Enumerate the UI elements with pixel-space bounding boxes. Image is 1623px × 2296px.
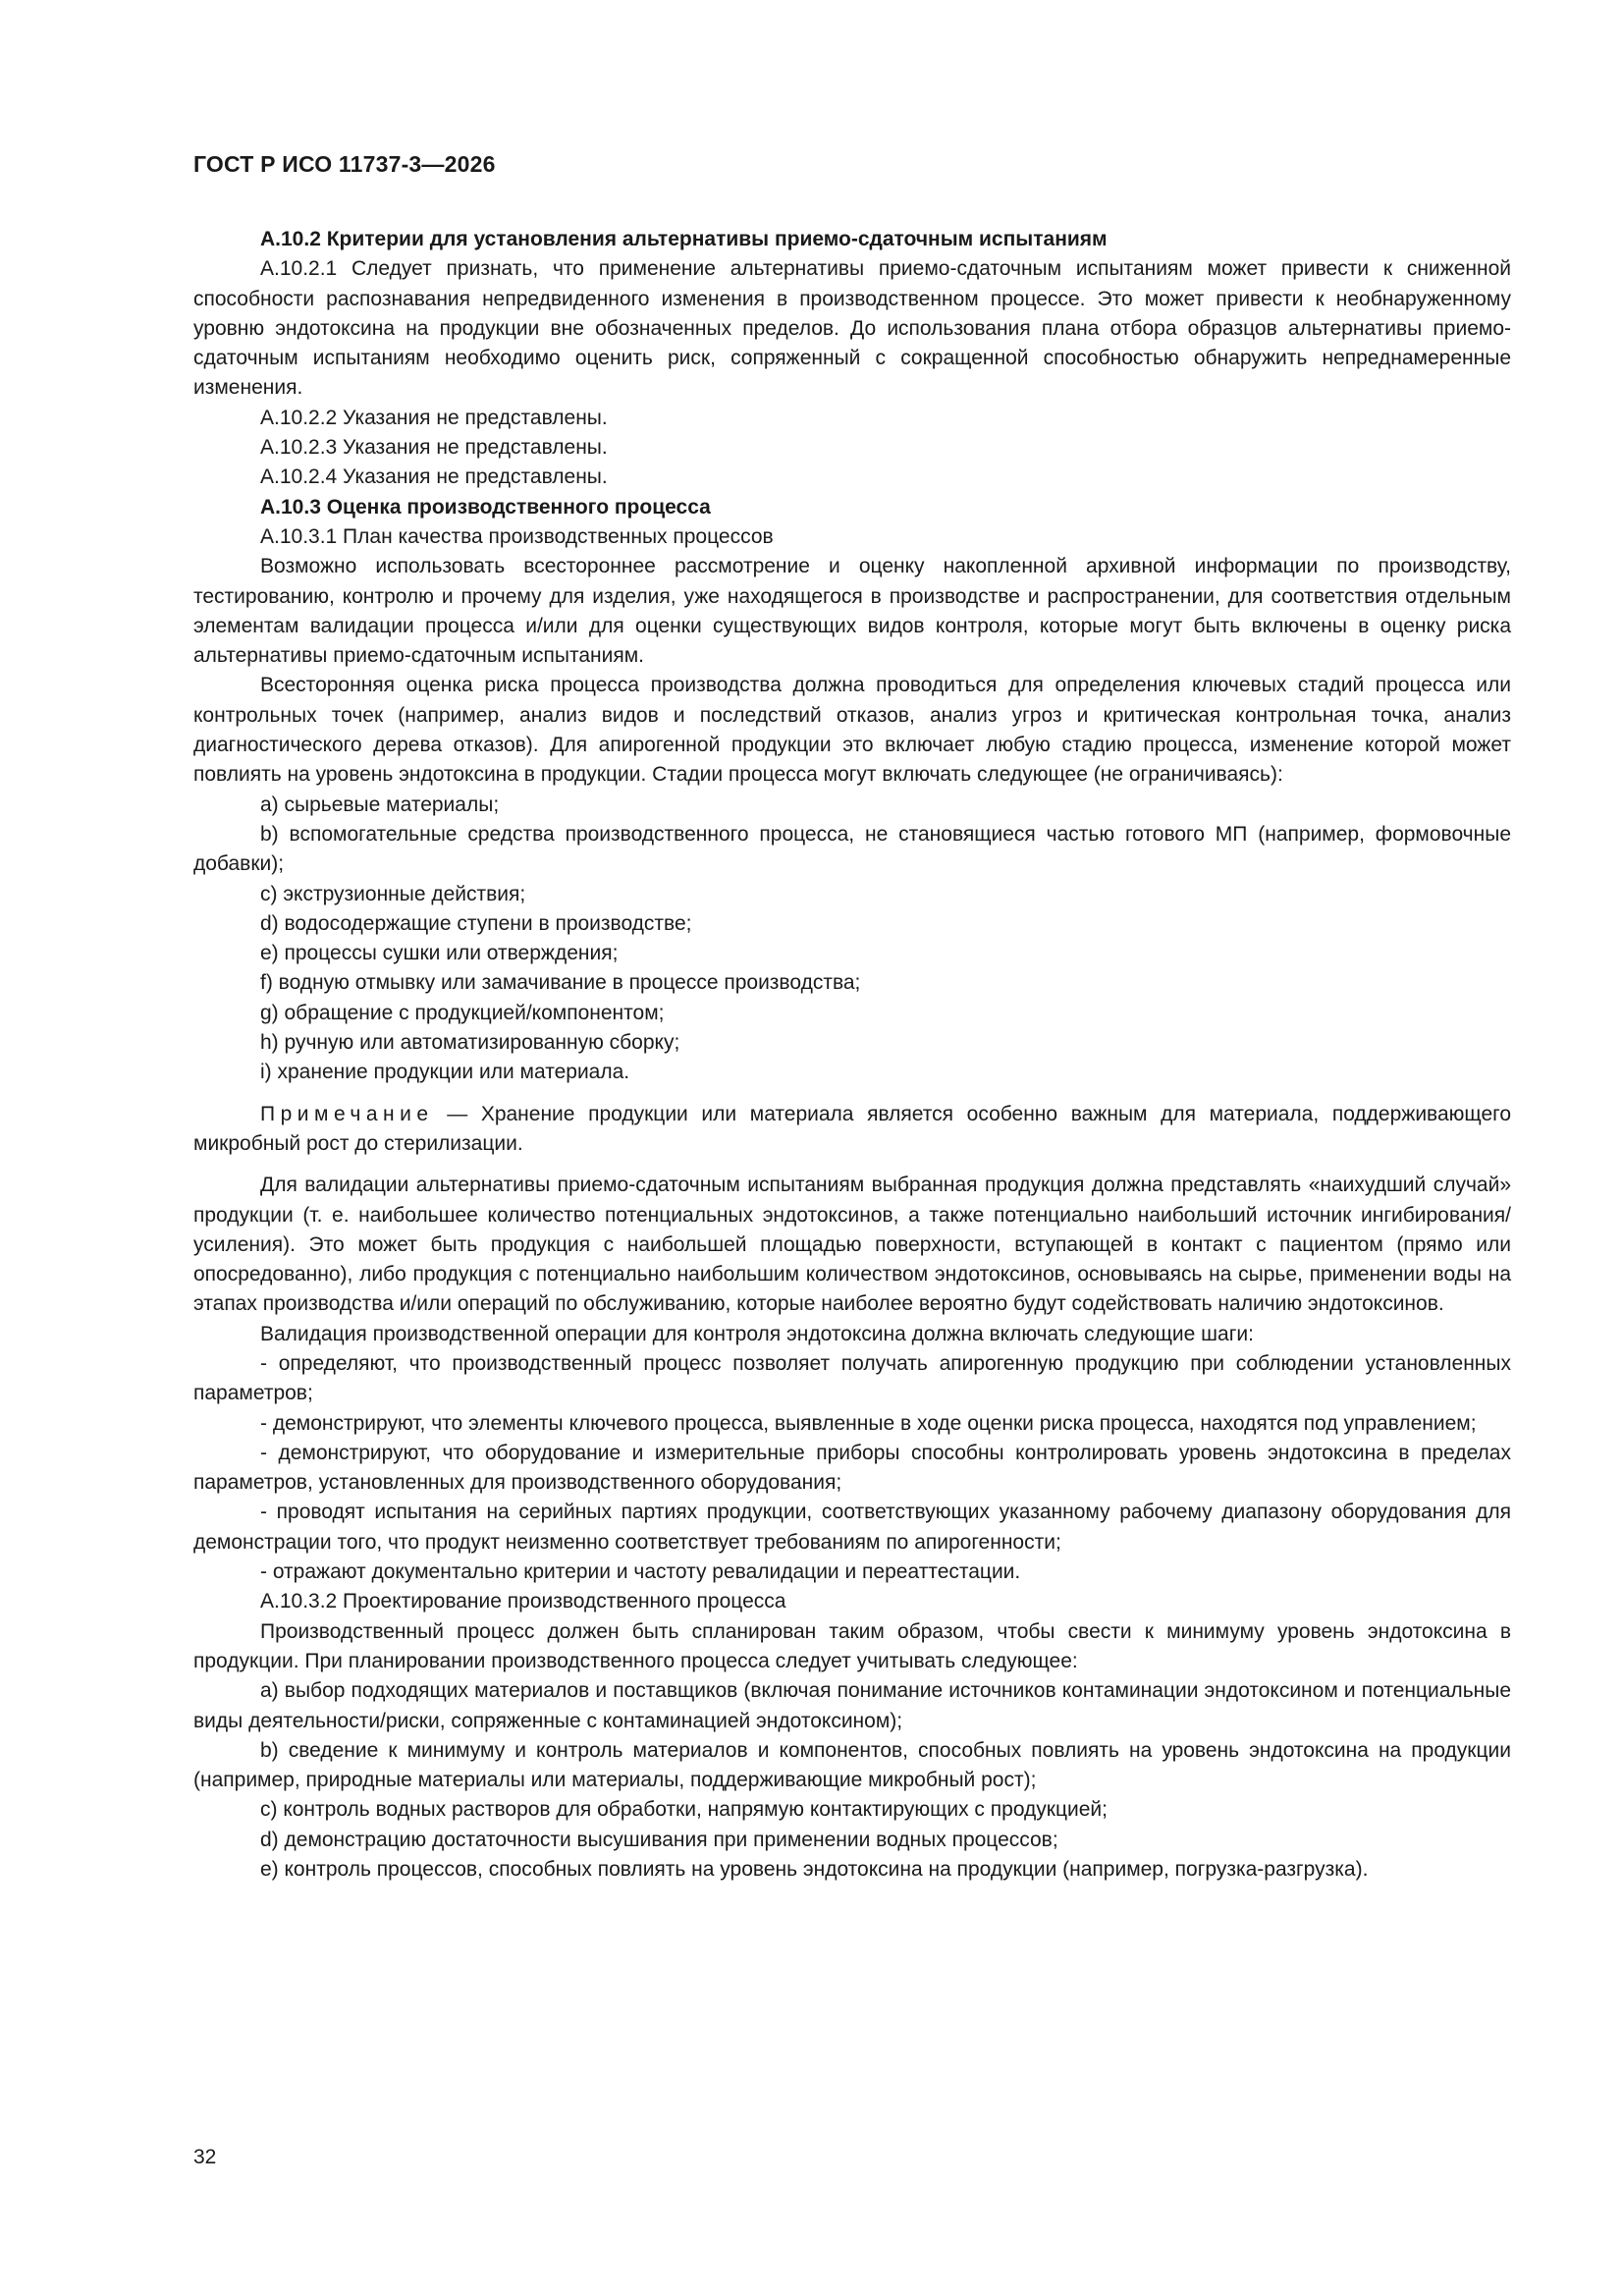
list-item-stage-a: a) сырьевые материалы; xyxy=(260,793,500,816)
page-number: 32 xyxy=(193,2146,217,2168)
section-heading-a1033: А.10.3 Оценка производственного процесса xyxy=(260,495,711,519)
list-item-stage-g: g) обращение с продукцией/компонентом; xyxy=(260,1001,665,1024)
list-item-stage-h: h) ручную или автоматизированную сборку; xyxy=(260,1031,680,1055)
paragraph-a10222: А.10.2.2 Указания не представлены. xyxy=(260,406,608,429)
list-item-stage-b: b) вспомогательные средства производственного процесса, не становящиеся частью готового МП (например, формовочные добавки); xyxy=(193,822,1511,876)
list-item-design-e: e) контроль процессов, способных повлиять на уровень эндотоксина на продукции (например, погрузка-разгрузка). xyxy=(260,1858,1369,1882)
list-item-stage-f: f) водную отмывку или замачивание в процессе производства; xyxy=(260,971,861,995)
paragraph-a10223: А.10.2.3 Указания не представлены. xyxy=(260,436,608,460)
subsection-title-a10331: А.10.3.1 План качества производственных процессов xyxy=(260,524,774,548)
note-text: — Хранение продукции или материала является особенно важным для материала, поддерживающего микробный рост до стерилизации. xyxy=(193,1102,1511,1155)
paragraph-validation-intro: Валидация производственной операции для контроля эндотоксина должна включать следующие шаги: xyxy=(260,1322,1254,1345)
list-item-stage-d: d) водосодержащие ступени в производстве; xyxy=(260,911,692,935)
list-item-stage-c: c) экструзионные действия; xyxy=(260,882,526,905)
paragraph-worst-case: Для валидации альтернативы приемо-сдаточным испытаниям выбранная продукция должна представлять «наихудший случай» продукции (т. е. наибольшее количество потенциальных эндотоксинов, а также потенциально наибольший источник ингибирования/усиления). Это может быть продукция с наибольшей площадью поверхности, вступающей в контакт с пациентом (прямо или опосредованно), либо продукция с потенциально наибольшим количеством эндотоксинов, основываясь на сырье, применении воды на этапах производства и/или операций по обслуживанию, которые наиболее вероятно будут содействовать наличию эндотоксинов. xyxy=(193,1174,1511,1316)
list-item-validation-step: - отражают документально критерии и частоту ревалидации и переаттестации. xyxy=(260,1560,1021,1584)
list-item-design-b: b) сведение к минимуму и контроль материалов и компонентов, способных повлиять на уровень эндотоксина на продукции (например, природные материалы или материалы, поддерживающие микробный рост); xyxy=(193,1738,1511,1792)
list-item-validation-step: - демонстрируют, что элементы ключевого процесса, выявленные в ходе оценки риска процесса, находятся под управлением; xyxy=(260,1411,1477,1435)
paragraph-a10224: А.10.2.4 Указания не представлены. xyxy=(260,465,608,489)
paragraph-risk-assessment: Всесторонняя оценка риска процесса производства должна проводиться для определения ключевых стадий процесса или контрольных точек (например, анализ видов и последствий отказов, анализ угроз и критическая контрольная точка, анализ диагностического дерева отказов). Для апирогенной продукции это включает любую стадию процесса, изменение которой может повлиять на уровень эндотоксина в продукции. Стадии процесса могут включать следующее (не ограничиваясь): xyxy=(193,674,1511,787)
list-item-validation-step: - определяют, что производственный процесс позволяет получать апирогенную продукцию при соблюдении установленных параметров; xyxy=(193,1351,1511,1405)
list-item-validation-step: - проводят испытания на серийных партиях продукции, соответствующих указанному рабочему диапазону оборудования для демонстрации того, что продукт неизменно соответствует требованиям по апирогенности; xyxy=(193,1501,1511,1554)
paragraph-a10221: А.10.2.1 Следует признать, что применение альтернативы приемо-сдаточным испытаниям может привести к сниженной способности распознавания непредвиденного изменения в производственном процессе. Это может привести к необнаруженному уровню эндотоксина на продукции вне обозначенных пределов. До использования плана отбора образцов альтернативы приемо-сдаточным испытаниям необходимо оценить риск, сопряженный с сокращенной способностью обнаружить непреднамеренные изменения. xyxy=(193,257,1511,400)
list-item-stage-i: i) хранение продукции или материала. xyxy=(260,1061,630,1084)
list-item-stage-e: e) процессы сушки или отверждения; xyxy=(260,942,619,965)
note-paragraph xyxy=(193,1100,1511,1160)
note-label: Примечание xyxy=(260,1102,434,1125)
paragraph-history-review: Возможно использовать всестороннее рассмотрение и оценку накопленной архивной информации по производству, тестированию, контролю и прочему для изделия, уже находящегося в производстве и распространении, для соответствия отдельным элементам валидации процесса и/или для оценки существующих видов контроля, которые могут быть включены в оценку риска альтернативы приемо-сдаточным испытаниям. xyxy=(193,555,1511,668)
list-item-design-a: a) выбор подходящих материалов и поставщиков (включая понимание источников контаминации эндотоксином и потенциальные виды деятельности/риски, сопряженные с контаминацией эндотоксином); xyxy=(193,1679,1511,1732)
subsection-title-a10332: А.10.3.2 Проектирование производственного процесса xyxy=(260,1590,786,1613)
list-item-validation-step: - демонстрируют, что оборудование и измерительные приборы способны контролировать уровень эндотоксина в пределах параметров, установленных для производственного оборудования; xyxy=(193,1441,1511,1495)
page-body xyxy=(193,225,1511,1885)
standard-header: ГОСТ Р ИСО 11737-3—2026 xyxy=(193,151,496,177)
list-item-design-d: d) демонстрацию достаточности высушивания при применении водных процессов; xyxy=(260,1828,1058,1851)
section-heading-a1022: А.10.2 Критерии для установления альтернативы приемо-сдаточным испытаниям xyxy=(260,228,1108,250)
paragraph-process-design: Производственный процесс должен быть спланирован таким образом, чтобы свести к минимуму уровень эндотоксина в продукции. При планировании производственного процесса следует учитывать следующее: xyxy=(193,1619,1511,1672)
list-item-design-c: c) контроль водных растворов для обработки, напрямую контактирующих с продукцией; xyxy=(260,1798,1108,1822)
